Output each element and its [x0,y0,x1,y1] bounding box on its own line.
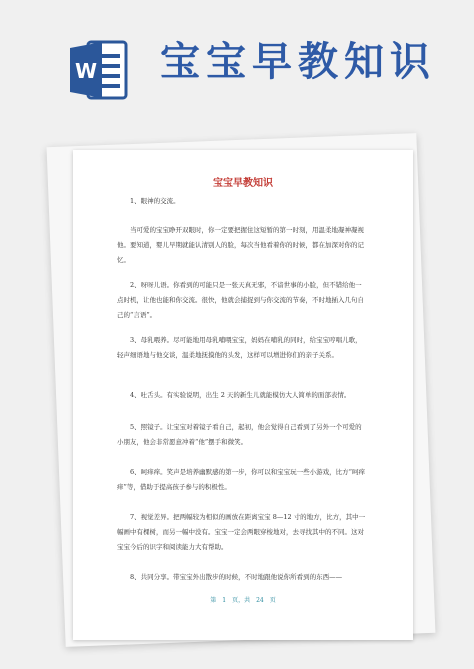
svg-text:W: W [74,59,98,83]
paragraph: 2、呀呀儿语。你看到的可能只是一张天真无邪，不谙世事的小脸，但不错给他一点时机，让他也能和你交流。很快，他就会捕捉到与你交流的节奏，不时地插入几句自己的“言语”。 [117,281,364,319]
footer-middle: 页，共 [232,597,251,604]
footer-total-pages: 24 [256,597,264,604]
page-footer [73,595,413,604]
document-title: 宝宝早教知识 [213,178,273,189]
footer-page-number: 1 [222,597,227,604]
document-page [73,150,413,640]
footer-prefix: 第 [210,597,217,604]
banner-title: 宝宝早教知识 [160,39,436,85]
paragraph: 当可爱的宝宝睁开双眼时，你一定要把握住这短暂的第一时刻，用温柔地凝神凝视他。要知道，婴儿早期就能认清别人的脸，每次当他看着你的时候，都在加深对你的记忆。 [117,226,364,264]
word-document-icon [70,40,128,100]
paragraph: 4、吐舌头。有实验说明，出生 2 天的新生儿就能模仿大人简单的面部表情。 [130,391,351,399]
banner [0,0,474,120]
paragraph: 8、共同分享。带宝宝外出散步的时候，不时地跟他说你所看到的东西—— [130,573,343,581]
paragraph: 1、眼神的交流。 [130,197,180,205]
paragraph: 7、视觉差异。把两幅较为相似的画放在距离宝宝 8—12 寸的地方，比方，其中一幅画中有棵树，而另一幅中没有。宝宝一定会两眼穿梭地对，去寻找其中的不同。这对宝宝今后的识字和阅读能力大有帮助。 [117,513,366,551]
paragraph: 5、照镜子。让宝宝对着镜子看自己，起初，他会觉得自己看到了另外一个可爱的小朋友，他会非常愿意冲着“他”摆手和微笑。 [117,423,362,446]
footer-suffix: 页 [269,597,276,604]
paragraph: 3、母乳喂养。尽可能地用母乳哺喂宝宝，妈妈在哺乳的同时，给宝宝哼唱儿歌，轻声细语地与他交谈，温柔地抚摸他的头发，这样可以增进你们的亲子关系。 [117,336,362,359]
paragraph: 6、呵痒痒。笑声是培养幽默感的第一步，你可以和宝宝玩一些小游戏，比方“呵痒痒”等，借助于提高孩子参与的积极性。 [117,468,365,491]
